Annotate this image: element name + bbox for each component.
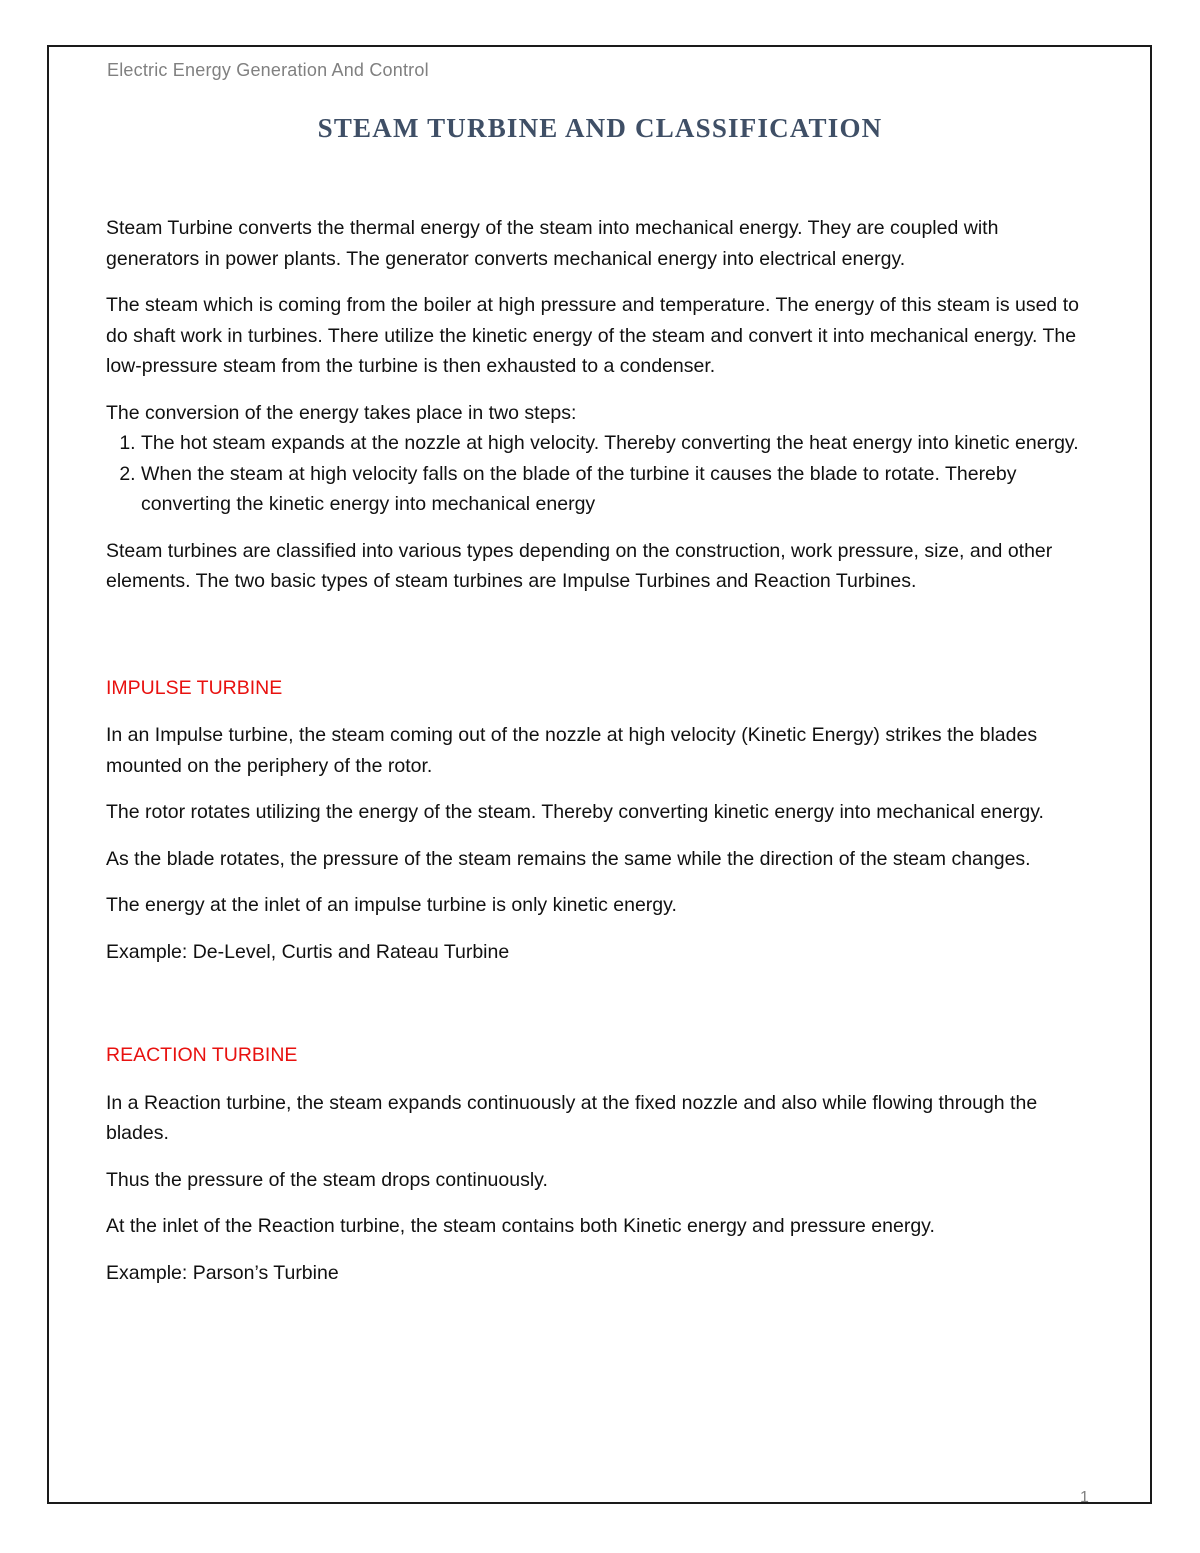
intro-paragraph-1: Steam Turbine converts the thermal energy of the steam into mechanical energy. They are coupled with generators in power plants. The generator converts mechanical energy into electrical energy. <box>106 217 999 270</box>
section-spacer <box>106 613 1096 673</box>
reaction-paragraph-2: Thus the pressure of the steam drops continuously. <box>106 1168 548 1191</box>
page-number: 1 <box>1080 1489 1089 1506</box>
impulse-paragraph-1: In an Impulse turbine, the steam coming out of the nozzle at high velocity (Kinetic Energy) strikes the blades mounted on the periphery of the rotor. <box>106 724 1038 777</box>
steps-intro: The conversion of the energy takes place in two steps: <box>106 401 577 424</box>
reaction-paragraph-1: In a Reaction turbine, the steam expands continuously at the fixed nozzle and also while flowing through the blades. <box>106 1091 1038 1144</box>
steps-list <box>106 428 1096 520</box>
document-body <box>106 213 1096 1304</box>
classification-paragraph: Steam turbines are classified into various types depending on the construction, work pressure, size, and other elements. The two basic types of steam turbines are Impulse Turbines and Reaction Turbines. <box>106 539 1053 592</box>
running-header: Electric Energy Generation And Control <box>107 60 429 80</box>
intro-paragraph-2: The steam which is coming from the boiler at high pressure and temperature. The energy of this steam is used to do shaft work in turbines. There utilize the kinetic energy of the steam and convert it into mechanical energy. The low-pressure steam from the turbine is then exhausted to a condenser. <box>106 294 1079 377</box>
reaction-heading: REACTION TURBINE <box>106 1044 298 1066</box>
section-spacer <box>106 983 1096 1040</box>
impulse-paragraph-2: The rotor rotates utilizing the energy of the steam. Thereby converting kinetic energy into mechanical energy. <box>106 801 1044 823</box>
impulse-example: Example: De-Level, Curtis and Rateau Turbine <box>106 940 510 963</box>
list-item-step-1: 1. The hot steam expands at the nozzle at high velocity. Thereby converting the heat energy into kinetic energy. <box>141 428 1096 459</box>
reaction-example: Example: Parson’s Turbine <box>106 1261 339 1284</box>
impulse-paragraph-4: The energy at the inlet of an impulse turbine is only kinetic energy. <box>106 894 677 916</box>
impulse-paragraph-3: As the blade rotates, the pressure of the steam remains the same while the direction of the steam changes. <box>106 847 1031 870</box>
document-title: STEAM TURBINE AND CLASSIFICATION <box>317 113 883 143</box>
list-item-step-2: 2. When the steam at high velocity falls on the blade of the turbine it causes the blade to rotate. Thereby converting the kinetic energy into mechanical energy <box>141 459 1096 520</box>
impulse-heading: IMPULSE TURBINE <box>106 676 283 699</box>
reaction-paragraph-3: At the inlet of the Reaction turbine, the steam contains both Kinetic energy and pressure energy. <box>106 1215 935 1237</box>
